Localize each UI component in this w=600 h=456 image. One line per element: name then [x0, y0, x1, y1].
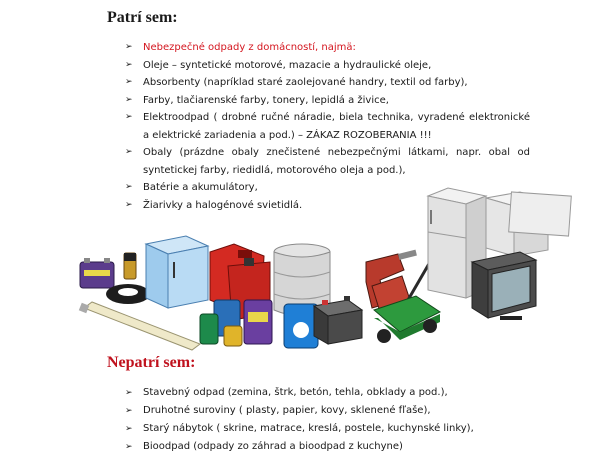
bullet-arrow-icon: ➢	[125, 199, 133, 210]
heading-belongs: Patrí sem:	[107, 9, 178, 26]
list-item: ➢ Farby, tlačiarenské farby, tonery, lepidlá a živice,	[125, 92, 530, 110]
list-item: ➢ Absorbenty (napríklad staré zaolejované handry, textil od farby),	[125, 74, 530, 92]
bullet-arrow-icon: ➢	[125, 388, 133, 398]
belongs-list	[125, 39, 530, 214]
television-icon	[472, 252, 536, 320]
refrigerator-icon	[146, 236, 208, 308]
list-item: ➢ Nebezpečné odpady z domácností, najmä:	[125, 39, 530, 57]
not-belongs-list	[125, 384, 530, 456]
fluorescent-tube-icon	[79, 302, 200, 350]
bullet-arrow-icon: ➢	[125, 112, 133, 122]
list-item: ➢ Žiarivky a halogénové svietidlá.	[125, 197, 530, 215]
list-item: ➢ Stavebný odpad (zemina, štrk, betón, tehla, obklady a pod.),	[125, 384, 530, 402]
list-item: ➢ Elektroodpad ( drobné ručné náradie, biela technika, vyradené elektronické a elektrické zariadenia a pod.) – ZÁKAZ ROZOBERANIA !!!	[125, 109, 530, 144]
bullet-arrow-icon: ➢	[125, 182, 133, 192]
bullet-arrow-icon: ➢	[125, 406, 133, 416]
heading-not-belongs: Nepatrí sem:	[107, 354, 196, 371]
bullet-arrow-icon: ➢	[125, 94, 133, 105]
list-item: ➢ Oleje – syntetické motorové, mazacie a hydraulické oleje,	[125, 57, 530, 75]
battery-icon	[80, 253, 136, 288]
list-item: ➢ Batérie a akumulátory,	[125, 179, 530, 197]
list-item: ➢ Obaly (prázdne obaly znečistené nebezpečnými látkami, napr. obal od syntetickej farby, riedidlá, motorového oleja a pod.),	[125, 144, 530, 179]
bullet-arrow-icon: ➢	[125, 424, 133, 434]
bullet-arrow-icon: ➢	[125, 42, 133, 52]
list-item: ➢ Druhotné suroviny ( plasty, papier, kovy, sklenené fľaše),	[125, 402, 530, 420]
bullet-arrow-icon: ➢	[125, 442, 133, 452]
bullet-arrow-icon: ➢	[125, 147, 133, 157]
washing-machine-icon	[486, 192, 571, 256]
bullet-arrow-icon: ➢	[125, 77, 133, 87]
list-item: ➢ Starý nábytok ( skrine, matrace, kreslá, postele, kuchynské linky),	[125, 420, 530, 438]
bullet-arrow-icon: ➢	[125, 59, 133, 70]
tire-icon	[106, 284, 150, 304]
paint-can-icon	[200, 300, 318, 348]
list-item: ➢ Bioodpad (odpady zo záhrad a bioodpad z kuchyne)	[125, 438, 530, 456]
